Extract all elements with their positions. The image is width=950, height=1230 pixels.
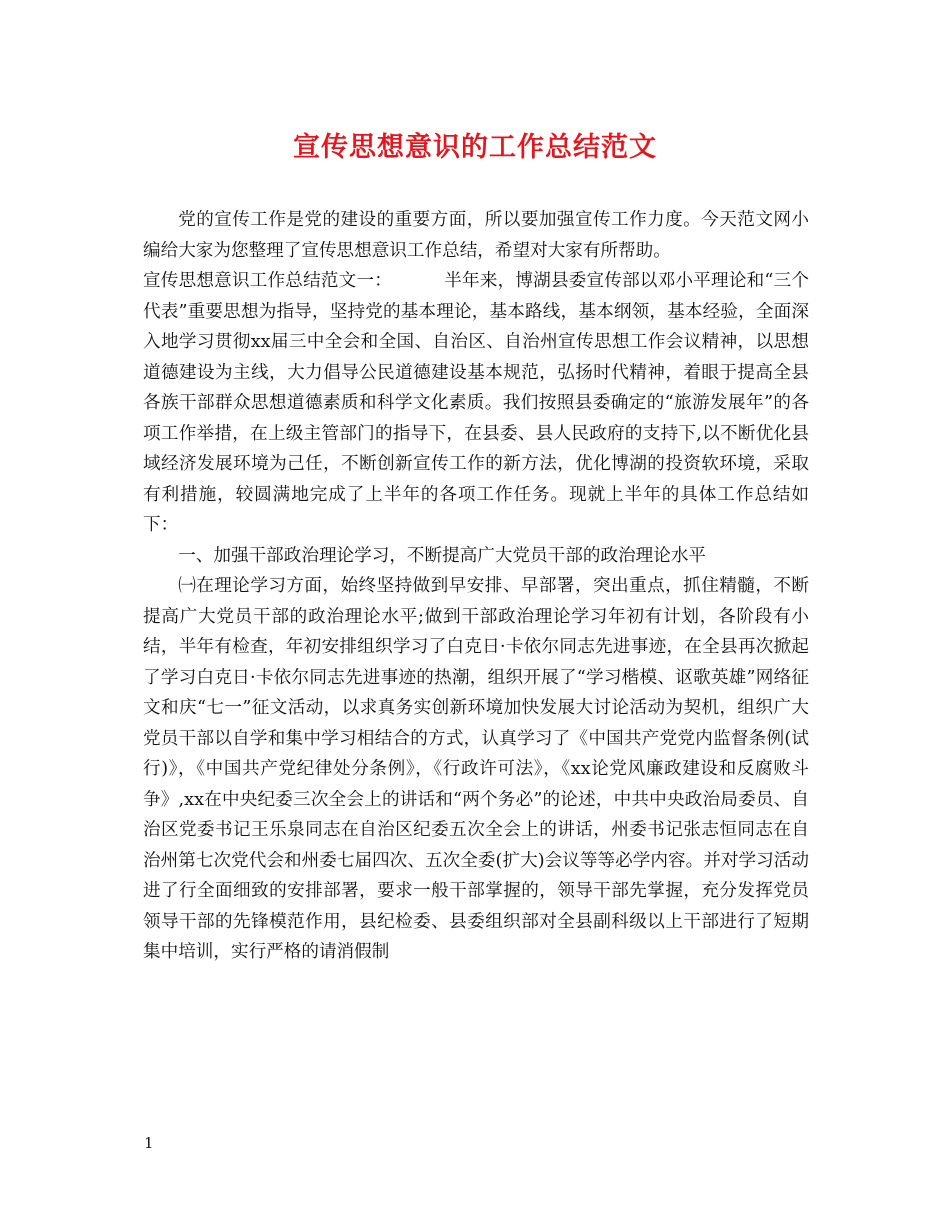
section-paragraph	[143, 266, 809, 541]
document-title: 宣传思想意识的工作总结范文	[293, 132, 657, 163]
document-body	[143, 205, 809, 968]
paragraph-one: ㈠在理论学习方面，始终坚持做到早安排、早部署，突出重点，抓住精髓，不断提高广大党员干部的政治理论水平;做到干部政治理论学习年初有计划，各阶段有小结，半年有检查，年初安排组织学习了白克日·卡依尔同志先进事迹，在全县再次掀起了学习白克日·卡依尔同志先进事迹的热潮，组织开展了“学习楷模、讴歌英雄”网络征文和庆“七一”征文活动，以求真务实创新环境加快发展大讨论活动为契机，组织广大党员干部以自学和集中学习相结合的方式，认真学习了《中国共产党党内监督条例(试行)》，《中国共产党纪律处分条例》，《行政许可法》，《xx论党风廉政建设和反腐败斗争》,xx在中央纪委三次全会上的讲话和“两个务必”的论述，中共中央政治局委员、自治区党委书记王乐泉同志在自治区纪委五次全会上的讲话，州委书记张志恒同志在自治州第七次党代会和州委七届四次、五次全委(扩大)会议等等必学内容。并对学习活动进了行全面细致的安排部署，要求一般干部掌握的，领导干部先掌握，充分发挥党员领导干部的先锋模范作用，县纪检委、县委组织部对全县副科级以上干部进行了短期集中培训，实行严格的请消假制	[143, 576, 809, 962]
section-text: 半年来，博湖县委宣传部以邓小平理论和“三个代表”重要思想为指导，坚持党的基本理论，基本路线，基本纲领，基本经验，全面深入地学习贯彻xx届三中全会和全国、自治区、自治州宣传思想工作会议精神，以思想道德建设为主线，大力倡导公民道德建设基本规范，弘扬时代精神，着眼于提高全县各族干部群众思想道德素质和科学文化素质。我们按照县委确定的“旅游发展年”的各项工作举措，在上级主管部门的指导下，在县委、县人民政府的支持下,以不断优化县域经济发展环境为己任，不断创新宣传工作的新方法，优化博湖的投资软环境，采取有利措施，较圆满地完成了上半年的各项工作任务。现就上半年的具体工作总结如下：	[143, 271, 809, 535]
intro-paragraph: 党的宣传工作是党的建设的重要方面，所以要加强宣传工作力度。今天范文网小编给大家为您整理了宣传思想意识工作总结，希望对大家有所帮助。	[143, 210, 809, 261]
heading-one: 一、加强干部政治理论学习，不断提高广大党员干部的政治理论水平	[178, 545, 707, 566]
page-number: 1	[144, 1134, 154, 1152]
section-label: 宣传思想意识工作总结范文一：	[143, 271, 393, 291]
